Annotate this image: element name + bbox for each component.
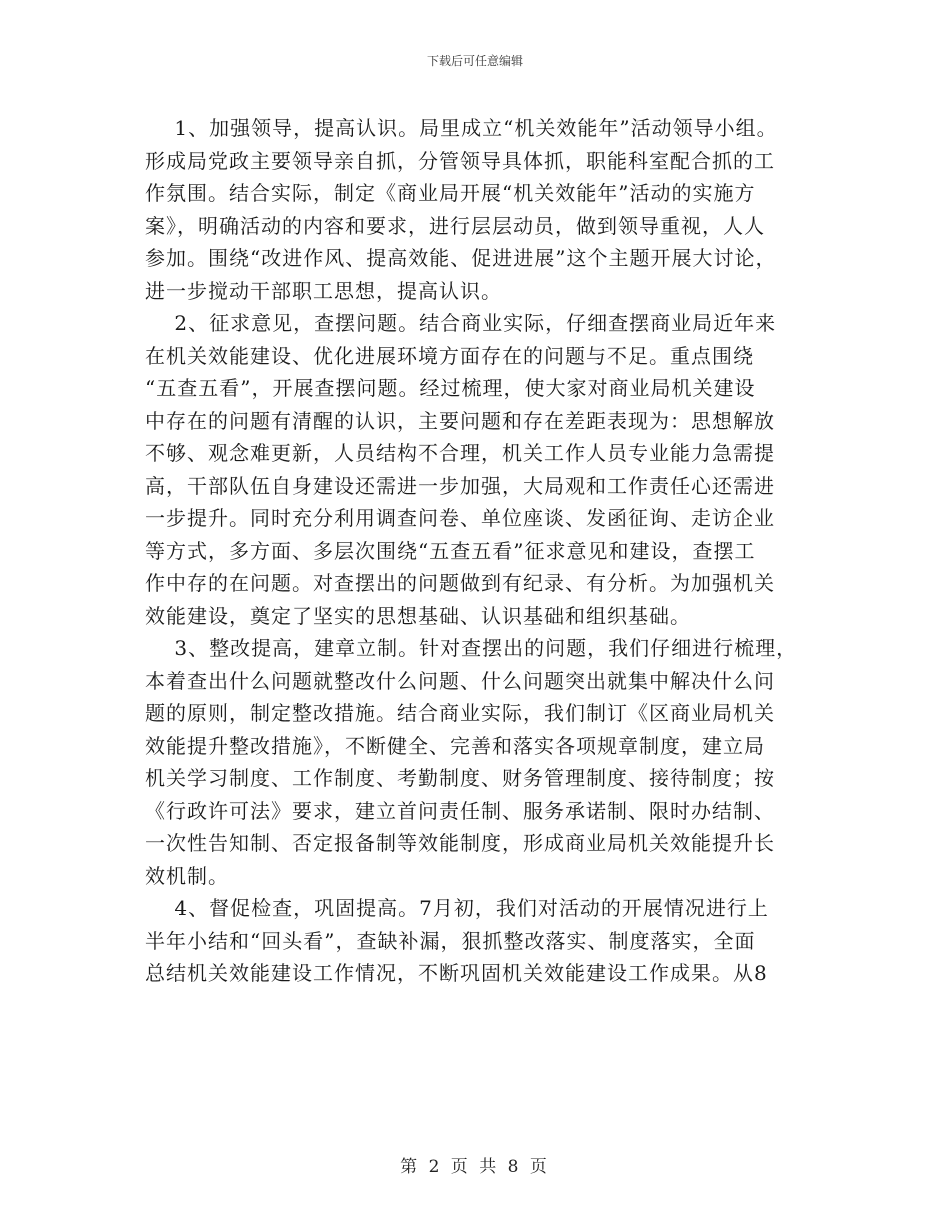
text-line: 不够、观念难更新，人员结构不合理，机关工作人员专业能力急需提 xyxy=(145,441,775,465)
text-line: 形成局党政主要领导亲自抓，分管领导具体抓，职能科室配合抓的工 xyxy=(145,148,775,173)
text-line: 等方式，多方面、多层次围绕“五查五看”征求意见和建设，查摆工 xyxy=(145,538,756,563)
text-line: 机关学习制度、工作制度、考勤制度、财务管理制度、接待制度；按 xyxy=(145,766,775,790)
text-line: 本着查出什么问题就整改什么问题、什么问题突出就集中解决什么问 xyxy=(145,668,775,693)
text-line: 2、征求意见，查摆问题。结合商业实际，仔细查摆商业局近年来 xyxy=(145,311,777,335)
text-line: 3、整改提高，建章立制。针对查摆出的问题，我们仔细进行梳理， xyxy=(145,636,798,660)
text-line: “五查五看”，开展查摆问题。经过梳理，使大家对商业局机关建设 xyxy=(145,376,756,400)
text-line: 中存在的问题有清醒的认识，主要问题和存在差距表现为：思想解放 xyxy=(145,408,775,433)
text-line: 效机制。 xyxy=(145,863,229,888)
text-line: 半年小结和“回头看”，查缺补漏，狠抓整改落实、制度落实，全面 xyxy=(145,928,756,953)
text-line: 效能提升整改措施》，不断健全、完善和落实各项规章制度，建立局 xyxy=(145,733,765,758)
text-line: 4、督促检查，巩固提高。7月初，我们对活动的开展情况进行上 xyxy=(145,896,769,920)
text-line: 进一步搅动干部职工思想，提高认识。 xyxy=(145,278,502,303)
page-header: 下载后可任意编辑 xyxy=(426,54,523,68)
text-line: 案》，明确活动的内容和要求，进行层层动员，做到领导重视，人人 xyxy=(145,213,765,238)
text-line: 题的原则，制定整改措施。结合商业实际，我们制订《区商业局机关 xyxy=(145,701,775,725)
text-line: 作氛围。结合实际，制定《商业局开展“机关效能年”活动的实施方 xyxy=(145,181,756,205)
text-line: 总结机关效能建设工作情况，不断巩固机关效能建设工作成果。从8 xyxy=(145,961,768,985)
document-body xyxy=(145,112,835,990)
text-line: 一步提升。同时充分利用调查问卷、单位座谈、发函征询、走访企业 xyxy=(145,506,775,530)
text-line: 作中存的在问题。对查摆出的问题做到有纪录、有分析。为加强机关 xyxy=(145,571,775,595)
text-line: 一次性告知制、否定报备制等效能制度，形成商业局机关效能提升长 xyxy=(145,831,775,855)
page-footer: 第 2 页 共 8 页 xyxy=(400,1157,550,1177)
text-line: 《行政许可法》要求，建立首问责任制、服务承诺制、限时办结制、 xyxy=(145,798,775,823)
text-line: 在机关效能建设、优化进展环境方面存在的问题与不足。重点围绕 xyxy=(145,343,754,368)
text-line: 参加。围绕“改进作风、提高效能、促进进展”这个主题开展大讨论， xyxy=(145,246,777,270)
text-line: 1、加强领导，提高认识。局里成立“机关效能年”活动领导小组。 xyxy=(145,116,778,140)
text-line: 高，干部队伍自身建设还需进一步加强，大局观和工作责任心还需进 xyxy=(145,473,775,498)
text-line: 效能建设，奠定了坚实的思想基础、认识基础和组织基础。 xyxy=(145,603,691,628)
